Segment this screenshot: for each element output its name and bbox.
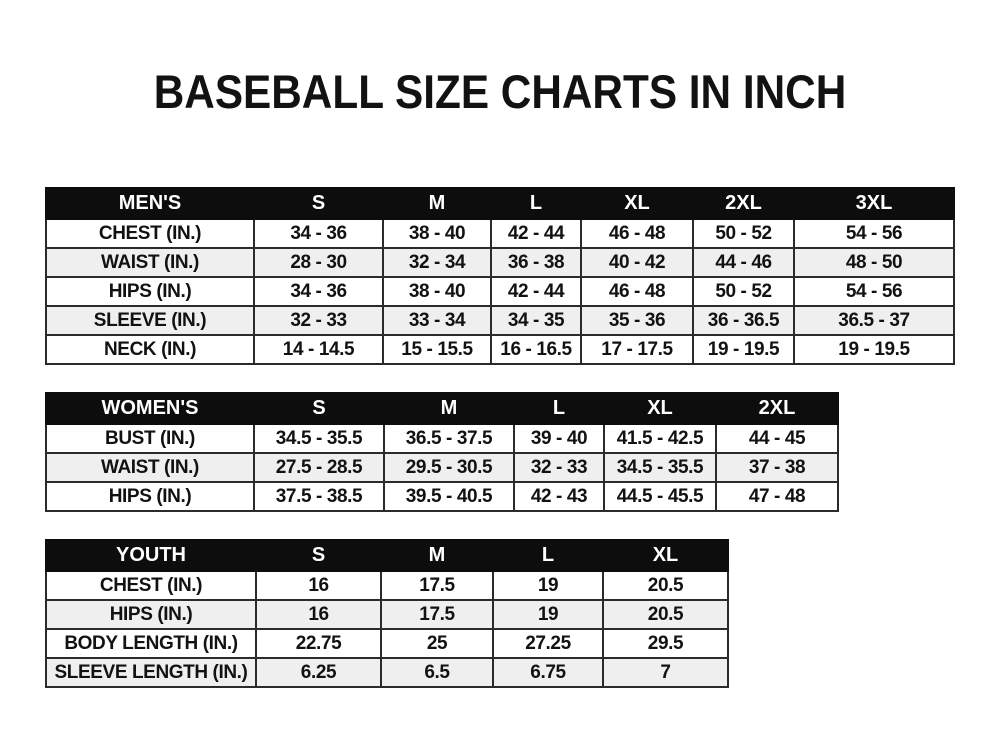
womens-table-row-0 bbox=[46, 424, 838, 453]
youth-table-row-1 bbox=[46, 600, 728, 629]
youth-table-row-0 bbox=[46, 571, 728, 600]
youth-value-cell-3-3: 6.75 bbox=[493, 658, 603, 687]
youth-value-cell-0-4: 20.5 bbox=[603, 571, 728, 600]
youth-value-cell-2-3: 27.25 bbox=[493, 629, 603, 658]
mens-table-row-1 bbox=[46, 248, 954, 277]
mens-value-cell-1-1: 28 - 30 bbox=[254, 248, 383, 277]
mens-header-row bbox=[46, 188, 954, 219]
mens-value-cell-3-5: 36 - 36.5 bbox=[693, 306, 794, 335]
mens-value-cell-0-2: 38 - 40 bbox=[383, 219, 491, 248]
youth-header-cell-0: YOUTH bbox=[46, 540, 256, 571]
mens-value-cell-4-1: 14 - 14.5 bbox=[254, 335, 383, 364]
womens-value-cell-2-2: 39.5 - 40.5 bbox=[384, 482, 514, 511]
youth-value-cell-1-4: 20.5 bbox=[603, 600, 728, 629]
womens-row-label-0-0: BUST (IN.) bbox=[46, 424, 254, 453]
mens-value-cell-4-2: 15 - 15.5 bbox=[383, 335, 491, 364]
mens-value-cell-1-6: 48 - 50 bbox=[794, 248, 954, 277]
mens-value-cell-3-3: 34 - 35 bbox=[491, 306, 581, 335]
mens-header-cell-3: L bbox=[491, 188, 581, 219]
womens-value-cell-0-5: 44 - 45 bbox=[716, 424, 838, 453]
womens-table-row-2 bbox=[46, 482, 838, 511]
mens-header-cell-4: XL bbox=[581, 188, 693, 219]
youth-value-cell-2-2: 25 bbox=[381, 629, 493, 658]
womens-table-row-1 bbox=[46, 453, 838, 482]
womens-value-cell-0-3: 39 - 40 bbox=[514, 424, 604, 453]
mens-value-cell-1-3: 36 - 38 bbox=[491, 248, 581, 277]
mens-value-cell-0-3: 42 - 44 bbox=[491, 219, 581, 248]
mens-value-cell-1-2: 32 - 34 bbox=[383, 248, 491, 277]
mens-value-cell-2-5: 50 - 52 bbox=[693, 277, 794, 306]
mens-row-label-0-0: CHEST (IN.) bbox=[46, 219, 254, 248]
mens-header-cell-5: 2XL bbox=[693, 188, 794, 219]
mens-value-cell-2-6: 54 - 56 bbox=[794, 277, 954, 306]
mens-row-label-1-0: WAIST (IN.) bbox=[46, 248, 254, 277]
mens-header-cell-6: 3XL bbox=[794, 188, 954, 219]
youth-size-table bbox=[45, 539, 729, 688]
mens-header-cell-0: MEN'S bbox=[46, 188, 254, 219]
womens-header-cell-3: L bbox=[514, 393, 604, 424]
mens-value-cell-4-3: 16 - 16.5 bbox=[491, 335, 581, 364]
mens-table-row-4 bbox=[46, 335, 954, 364]
mens-value-cell-4-6: 19 - 19.5 bbox=[794, 335, 954, 364]
womens-value-cell-1-1: 27.5 - 28.5 bbox=[254, 453, 384, 482]
youth-value-cell-1-2: 17.5 bbox=[381, 600, 493, 629]
womens-value-cell-1-2: 29.5 - 30.5 bbox=[384, 453, 514, 482]
youth-value-cell-3-2: 6.5 bbox=[381, 658, 493, 687]
youth-value-cell-3-1: 6.25 bbox=[256, 658, 381, 687]
youth-row-label-3-0: SLEEVE LENGTH (IN.) bbox=[46, 658, 256, 687]
mens-value-cell-2-1: 34 - 36 bbox=[254, 277, 383, 306]
womens-header-cell-2: M bbox=[384, 393, 514, 424]
mens-value-cell-2-4: 46 - 48 bbox=[581, 277, 693, 306]
youth-row-label-2-0: BODY LENGTH (IN.) bbox=[46, 629, 256, 658]
youth-header-cell-4: XL bbox=[603, 540, 728, 571]
youth-header-row bbox=[46, 540, 728, 571]
womens-value-cell-2-4: 44.5 - 45.5 bbox=[604, 482, 716, 511]
mens-value-cell-1-5: 44 - 46 bbox=[693, 248, 794, 277]
womens-row-label-1-0: WAIST (IN.) bbox=[46, 453, 254, 482]
mens-value-cell-0-1: 34 - 36 bbox=[254, 219, 383, 248]
size-tables bbox=[45, 187, 955, 715]
youth-value-cell-0-1: 16 bbox=[256, 571, 381, 600]
womens-row-label-2-0: HIPS (IN.) bbox=[46, 482, 254, 511]
womens-value-cell-2-1: 37.5 - 38.5 bbox=[254, 482, 384, 511]
youth-value-cell-2-4: 29.5 bbox=[603, 629, 728, 658]
mens-table-row-0 bbox=[46, 219, 954, 248]
womens-value-cell-1-5: 37 - 38 bbox=[716, 453, 838, 482]
youth-table-row-3 bbox=[46, 658, 728, 687]
womens-size-table bbox=[45, 392, 839, 512]
mens-value-cell-0-4: 46 - 48 bbox=[581, 219, 693, 248]
mens-row-label-3-0: SLEEVE (IN.) bbox=[46, 306, 254, 335]
mens-value-cell-3-2: 33 - 34 bbox=[383, 306, 491, 335]
mens-value-cell-3-4: 35 - 36 bbox=[581, 306, 693, 335]
mens-row-label-4-0: NECK (IN.) bbox=[46, 335, 254, 364]
womens-header-cell-0: WOMEN'S bbox=[46, 393, 254, 424]
mens-value-cell-4-5: 19 - 19.5 bbox=[693, 335, 794, 364]
womens-header-cell-1: S bbox=[254, 393, 384, 424]
womens-value-cell-1-3: 32 - 33 bbox=[514, 453, 604, 482]
youth-header-cell-1: S bbox=[256, 540, 381, 571]
mens-value-cell-4-4: 17 - 17.5 bbox=[581, 335, 693, 364]
mens-row-label-2-0: HIPS (IN.) bbox=[46, 277, 254, 306]
womens-header-row bbox=[46, 393, 838, 424]
mens-value-cell-1-4: 40 - 42 bbox=[581, 248, 693, 277]
youth-value-cell-1-1: 16 bbox=[256, 600, 381, 629]
womens-value-cell-0-2: 36.5 - 37.5 bbox=[384, 424, 514, 453]
youth-value-cell-2-1: 22.75 bbox=[256, 629, 381, 658]
mens-value-cell-3-6: 36.5 - 37 bbox=[794, 306, 954, 335]
youth-table-row-2 bbox=[46, 629, 728, 658]
womens-header-cell-5: 2XL bbox=[716, 393, 838, 424]
mens-size-table bbox=[45, 187, 955, 365]
womens-value-cell-0-4: 41.5 - 42.5 bbox=[604, 424, 716, 453]
youth-row-label-0-0: CHEST (IN.) bbox=[46, 571, 256, 600]
mens-value-cell-2-3: 42 - 44 bbox=[491, 277, 581, 306]
womens-value-cell-1-4: 34.5 - 35.5 bbox=[604, 453, 716, 482]
youth-value-cell-0-3: 19 bbox=[493, 571, 603, 600]
youth-value-cell-0-2: 17.5 bbox=[381, 571, 493, 600]
mens-value-cell-0-5: 50 - 52 bbox=[693, 219, 794, 248]
mens-table-row-2 bbox=[46, 277, 954, 306]
mens-value-cell-3-1: 32 - 33 bbox=[254, 306, 383, 335]
womens-value-cell-2-5: 47 - 48 bbox=[716, 482, 838, 511]
youth-header-cell-3: L bbox=[493, 540, 603, 571]
mens-header-cell-1: S bbox=[254, 188, 383, 219]
womens-value-cell-2-3: 42 - 43 bbox=[514, 482, 604, 511]
youth-header-cell-2: M bbox=[381, 540, 493, 571]
youth-value-cell-1-3: 19 bbox=[493, 600, 603, 629]
womens-header-cell-4: XL bbox=[604, 393, 716, 424]
page-title: BASEBALL SIZE CHARTS IN INCH bbox=[153, 65, 847, 118]
mens-table-row-3 bbox=[46, 306, 954, 335]
youth-row-label-1-0: HIPS (IN.) bbox=[46, 600, 256, 629]
womens-value-cell-0-1: 34.5 - 35.5 bbox=[254, 424, 384, 453]
mens-header-cell-2: M bbox=[383, 188, 491, 219]
mens-value-cell-0-6: 54 - 56 bbox=[794, 219, 954, 248]
mens-value-cell-2-2: 38 - 40 bbox=[383, 277, 491, 306]
youth-value-cell-3-4: 7 bbox=[603, 658, 728, 687]
